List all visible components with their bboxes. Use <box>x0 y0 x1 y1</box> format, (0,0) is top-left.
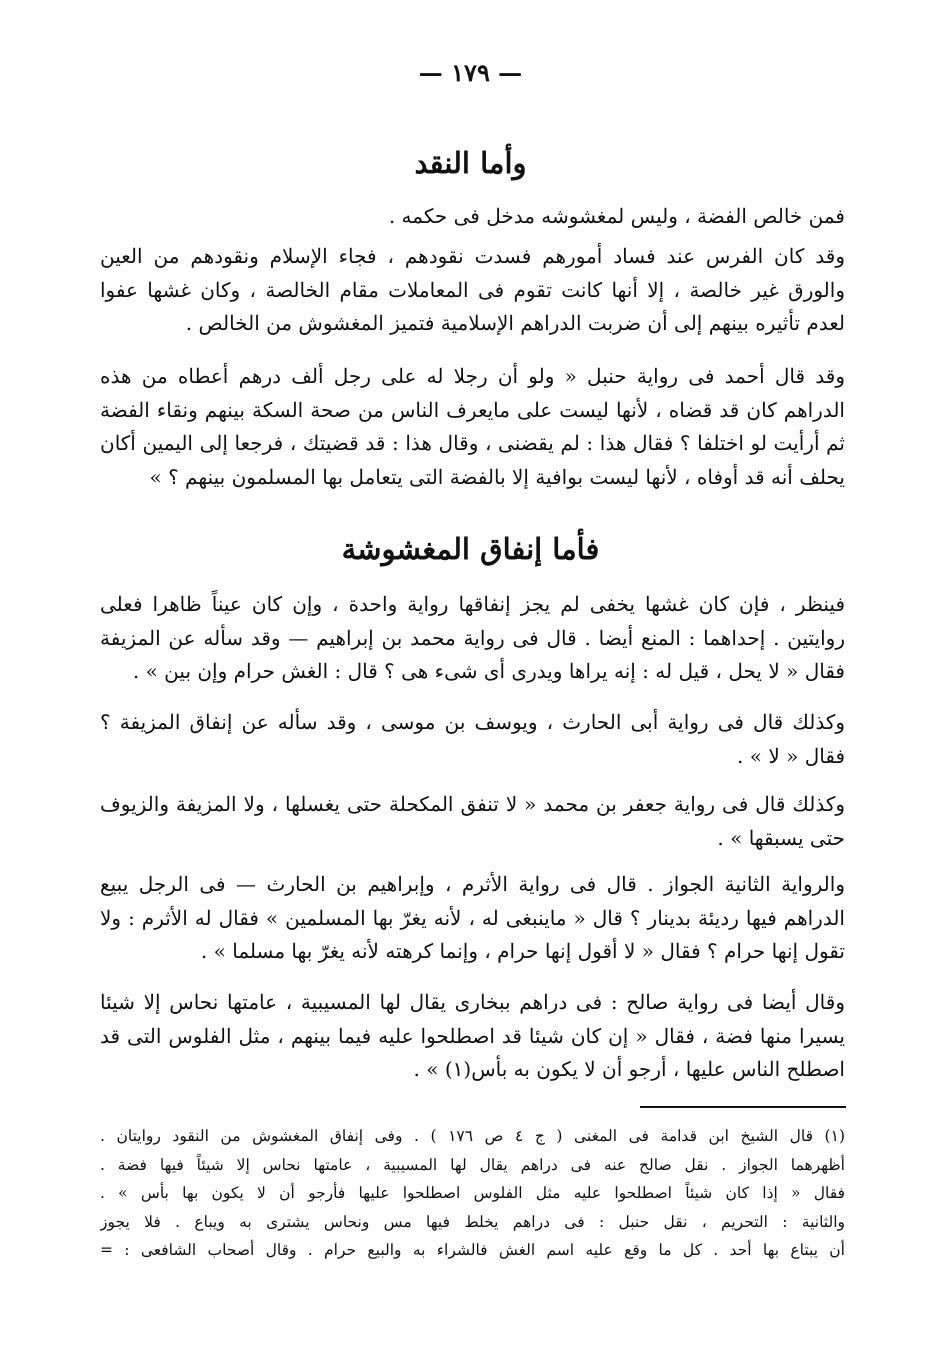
paragraph: وقد كان الفرس عند فساد أمورهم فسدت نقودهم ، فجاء الإسلام ونقودهم من العين والورق غير خالصة ، إلا أنها كانت تقوم فى المعاملات مقام الخالصة ، وكان غشها عفوا لعدم تأثيره بينهم إلى أن ضربت الدراهم الإسلامية فتميز المغشوش من الخالص . <box>100 244 845 336</box>
footnote-line: والثانية : التحريم ، نقل حنبل : فى دراهم يخلط فيها مس ونحاس يشترى به ويباع . فلا يجوز <box>100 1212 845 1231</box>
section-heading-currency: وأما النقد <box>414 146 527 180</box>
footnote-separator <box>640 1106 846 1108</box>
paragraph: وكذلك قال فى رواية جعفر بن محمد « لا تنفق المكحلة حتى يغسلها ، ولا المزيفة والزيوف حتى يسبقها » . <box>100 792 845 850</box>
footnotes <box>100 1122 845 1265</box>
paragraph: وقد قال أحمد فى رواية حنبل « ولو أن رجلا له على رجل ألف درهم أعطاه من هذه الدراهم كان قد قضاه ، لأنها ليست على مايعرف الناس من صحة السكة بينهم ونقاء الفضة ثم أرأيت لو اختلفا ؟ فقال هذا : لم يقضنى ، وقال هذا : قد قضيتك ، فرجعا إلى اليمين أكان يحلف أنه قد أوفاه ، لأنها ليست بوافية إلا بالفضة التى يتعامل بها المسلمون بينهم ؟ » <box>100 364 845 489</box>
section-heading-spending-counterfeit: فأما إنفاق المغشوشة <box>341 532 600 566</box>
footnote-line: فقال « إذا كان شيئاً اصطلحوا عليه مثل الفلوس اصطلحوا عليها فأرجو أن لا يكون بها بأس » . <box>100 1184 845 1202</box>
paragraph: فينظر ، فإن كان غشها يخفى لم يجز إنفاقها رواية واحدة ، وإن كان عيناً ظاهرا فعلى روايتين . إحداهما : المنع أيضا . قال فى رواية محمد بن إبراهيم — وقد سأله عن المزيفة فقال « لا يحل ، قيل له : إنه يراها ويدرى أى شىء هى ؟ قال : الغش حرام وإن بين » . <box>100 592 845 684</box>
footnote-line: أن يبتاع بها أحد . كل ما وقع عليه اسم الغش فالشراء به والبيع حرام . وقال أصحاب الشافعى : = <box>100 1241 845 1259</box>
paragraph: وكذلك قال فى رواية أبى الحارث ، ويوسف بن موسى ، وقد سأله عن إنفاق المزيفة ؟ فقال « لا » . <box>100 710 845 768</box>
page-number: — ١٧٩ — <box>418 58 523 87</box>
footnote-line: أظهرهما الجواز . نقل صالح عنه فى دراهم يقال لها المسيبية ، عامتها نحاس إلا شيئاً فيها فضة . <box>100 1155 845 1174</box>
paragraph: فمن خالص الفضة ، وليس لمغشوشه مدخل فى حكمه . <box>388 204 845 228</box>
paragraph: وقال أيضا فى رواية صالح : فى دراهم ببخارى يقال لها المسيبية ، عامتها نحاس إلا شيئا يسيرا منها فضة ، فقال « إن كان شيئا قد اصطلحوا عليه فيما بينهم ، مثل الفلوس التى قد اصطلح الناس عليها ، أرجو أن لا يكون به بأس(١) » . <box>100 990 845 1082</box>
footnote-line: (١) قال الشيخ ابن قدامة فى المغنى ( ج ٤ ص ١٧٦ ) . وفى إنفاق المغشوش من النقود روايتان . <box>100 1127 845 1145</box>
paragraph: والرواية الثانية الجواز . قال فى رواية الأثرم ، وإبراهيم بن الحارث — فى الرجل يبيع الدراهم فيها رديئة بدينار ؟ قال « ماينبغى له ، لأنه يغرّ بها المسلمين » فقال له الأثرم : ولا تقول إنها حرام ؟ فقال « لا أقول إنها حرام ، وإنما كرهته لأنه يغرّ بها مسلما » . <box>100 872 845 964</box>
